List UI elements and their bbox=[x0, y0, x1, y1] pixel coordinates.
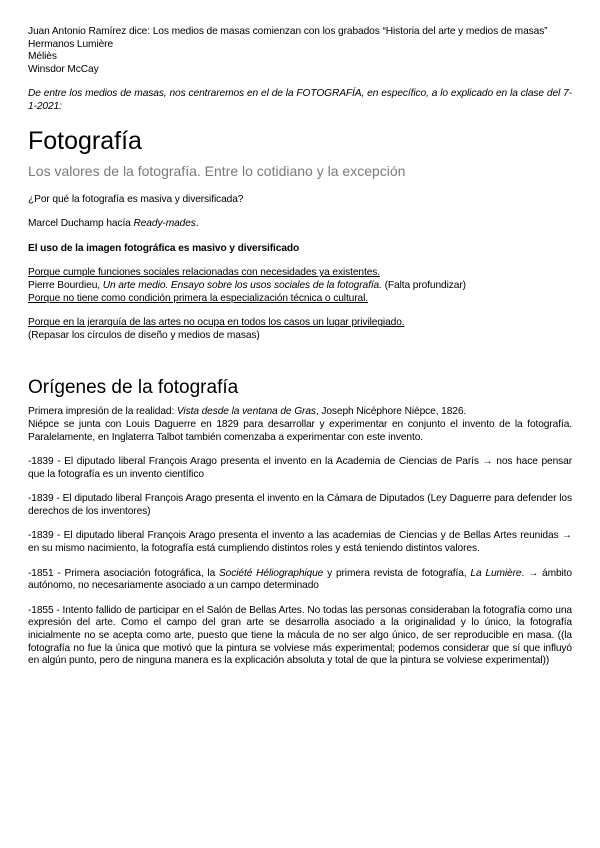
societe-heliographique: Société Héliographique bbox=[218, 567, 324, 579]
intro-note: De entre los medios de masas, nos centraremos en el de la FOTOGRAFÍA, en específico, a lo explicado en la clase del 7-1-2021: bbox=[28, 88, 572, 112]
duchamp-period: . bbox=[195, 218, 199, 230]
event-1851-text-c: . → ámbito autónomo, no necesariamente asociado a un campo determinado bbox=[28, 567, 572, 592]
gras-window-title: Vista desde la ventana de Gras bbox=[176, 406, 316, 418]
section-subtitle: Los valores de la fotografía. Entre lo cotidiano y la excepción bbox=[28, 162, 406, 179]
event-1851-text-a: -1851 - Primera asociación fotográfica, la bbox=[28, 567, 219, 579]
origin-first-impression bbox=[28, 406, 572, 419]
bourdieu-note: (Falta profundizar) bbox=[381, 279, 466, 291]
question-line: ¿Por qué la fotografía es masiva y diversificada? bbox=[28, 193, 244, 205]
event-1839-academias: -1839 - El diputado liberal François Arago presenta el invento a las academias de Ciencias y de Bellas Artes reunidas → en su mismo nacimiento, la fotografía está cumpliendo distintos roles y está teniendo distintos valores. bbox=[28, 530, 572, 555]
reason-social-functions: Porque cumple funciones sociales relacionadas con necesidades ya existentes. bbox=[28, 267, 381, 279]
event-1851 bbox=[28, 568, 572, 593]
intro-block bbox=[28, 26, 572, 114]
event-1839-academia: -1839 - El diputado liberal François Arago presenta el invento en la Academia de Ciencias de París → nos hace pensar que la fotografía es un invento científico bbox=[28, 456, 572, 480]
document-page bbox=[28, 26, 572, 668]
origin-niepce-daguerre: Niépce se junta con Louis Daguerre en 1829 para desarrollar y experimentar en conjunto el invento de la fotografía. Paralelamente, en Inglaterra Talbot también comenzaba a experimentar con este invento. bbox=[28, 418, 572, 443]
intro-mccay-line: Winsdor McCay bbox=[28, 63, 99, 75]
reason-hierarchy: Porque en la jerarquía de las artes no ocupa en todos los casos un lugar privilegiado. bbox=[28, 317, 405, 329]
bourdieu-author: Pierre Bourdieu, bbox=[28, 279, 103, 291]
bourdieu-book-title: Un arte medio. Ensayo sobre los usos sociales de la fotografía. bbox=[102, 279, 382, 291]
ready-mades-text: Ready-mades bbox=[133, 218, 196, 230]
section-title-origenes: Orígenes de la fotografía bbox=[28, 377, 239, 399]
intro-melies-line: Méliès bbox=[28, 51, 57, 63]
event-1855: -1855 - Intento fallido de participar en el Salón de Bellas Artes. No todas las personas consideraban la fotografía como una expresión del arte. Como el campo del gran arte se desarrolla asociado a la originalidad y lo único, la fotografía inicialmente no se acepta como arte, puesto que tiene la mácula de no ser algo único, de ser reproducible en masa. ((la fotografía no fue la única que motivó que la pintura se volviese más experimental; podemos considerar que sí que influyó en algún punto, pero de ninguna manera es la explicación absoluta y total de que la pintura se volviese experimental)) bbox=[28, 604, 572, 667]
first-impression-text: Primera impresión de la realidad: bbox=[28, 406, 177, 418]
event-1851-text-b: y primera revista de fotografía, bbox=[323, 567, 471, 579]
reason-no-specialization: Porque no tiene como condición primera la especialización técnica o cultural. bbox=[28, 292, 368, 304]
duchamp-line bbox=[28, 218, 572, 231]
intro-lumiere-line: Hermanos Lumière bbox=[28, 38, 114, 50]
niepce-credit: , Joseph Nicéphore Niépce, 1826. bbox=[315, 406, 467, 418]
intro-ramirez-line: Juan Antonio Ramírez dice: Los medios de masas comienzan con los grabados “Historia del arte y medios de masas” bbox=[28, 26, 548, 37]
duchamp-text: Marcel Duchamp hacía bbox=[28, 218, 134, 230]
section-title-fotografia: Fotografía bbox=[28, 126, 142, 155]
bold-statement: El uso de la imagen fotográfica es masivo y diversificado bbox=[28, 242, 300, 254]
la-lumiere-title: La Lumière bbox=[470, 567, 522, 579]
bourdieu-line bbox=[28, 280, 572, 293]
event-1839-camara: -1839 - El diputado liberal François Arago presenta el invento en la Cámara de Diputados (Ley Daguerre para defender los derechos de los inventores) bbox=[28, 493, 572, 517]
repasar-note: (Repasar los círculos de diseño y medios de masas) bbox=[28, 329, 260, 341]
